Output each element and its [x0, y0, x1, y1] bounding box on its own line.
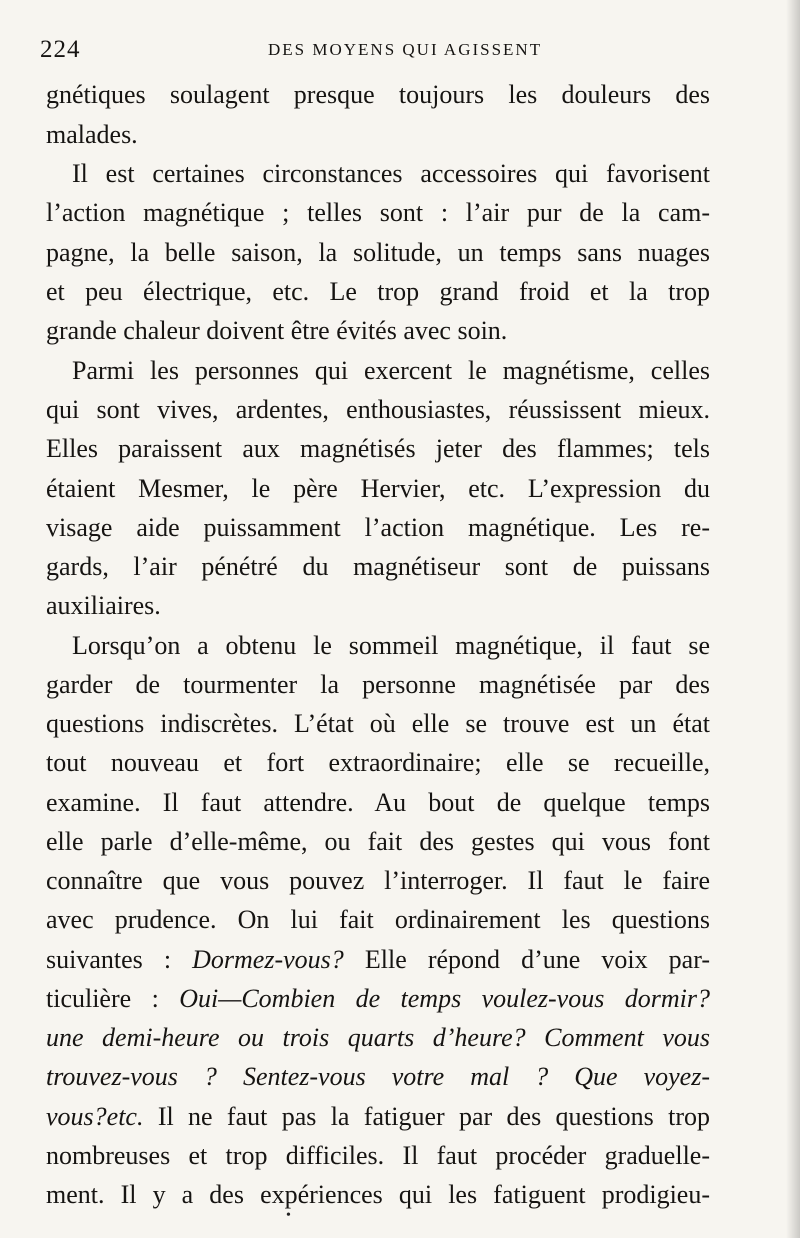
italic-dialogue: Oui—Combien de temps voulez-vous dormir? [179, 984, 710, 1013]
italic-line: une demi-heure ou trois quarts d’heure? Comment vous [46, 1023, 710, 1052]
text-line: avec prudence. On lui fait ordinairement les questions [46, 905, 710, 934]
text-span: Il ne faut pas la fatiguer par des questions trop [143, 1102, 710, 1131]
text-span: Elle répond d’une voix par- [343, 945, 710, 974]
page-edge-shadow [786, 0, 800, 1238]
text-line: pagne, la belle saison, la solitude, un temps sans nuages [46, 238, 710, 267]
text-line: malades. [46, 120, 138, 149]
text-line: visage aide puissamment l’action magnétique. Les re- [46, 513, 710, 542]
text-span: ticulière : [46, 984, 180, 1013]
italic-dialogue: vous?etc. [46, 1102, 144, 1131]
text-line: et peu électrique, etc. Le trop grand froid et la trop [46, 277, 710, 306]
page-header [40, 34, 740, 64]
italic-question: Dormez-vous? [192, 945, 344, 974]
text-line [46, 982, 710, 1016]
italic-line: trouvez-vous ? Sentez-vous votre mal ? Que voyez- [46, 1062, 710, 1091]
text-span: suivantes : [46, 945, 193, 974]
text-line: auxiliaires. [46, 591, 161, 620]
text-line: nombreuses et trop difficiles. Il faut procéder graduelle- [46, 1141, 710, 1170]
text-line: ment. Il y a des expériences qui les fatiguent prodigieu- [46, 1180, 710, 1209]
text-line: garder de tourmenter la personne magnétisée par des [46, 670, 710, 699]
text-line: Il est certaines circonstances accessoires qui favorisent [72, 159, 710, 188]
text-line: l’action magnétique ; telles sont : l’air pur de la cam- [46, 198, 710, 227]
text-line: Parmi les personnes qui exercent le magnétisme, celles [72, 356, 710, 385]
text-line: gnétiques soulagent presque toujours les douleurs des [46, 80, 710, 109]
text-line: connaître que vous pouvez l’interroger. Il faut le faire [46, 866, 710, 895]
text-line: qui sont vives, ardentes, enthousiastes, réussissent mieux. [46, 395, 710, 424]
text-line: tout nouveau et fort extraordinaire; elle se recueille, [46, 748, 710, 777]
text-line: elle parle d’elle-même, ou fait des gestes qui vous font [46, 827, 710, 856]
running-title: DES MOYENS QUI AGISSENT [268, 40, 543, 59]
text-line: questions indiscrètes. L’état où elle se trouve est un état [46, 709, 710, 738]
text-line: examine. Il faut attendre. Au bout de quelque temps [46, 788, 710, 817]
text-line: gards, l’air pénétré du magnétiseur sont de puissans [46, 552, 710, 581]
page-number: 224 [40, 36, 81, 63]
text-line: grande chaleur doivent être évités avec soin. [46, 316, 508, 345]
text-line: étaient Mesmer, le père Hervier, etc. L’expression du [46, 474, 710, 503]
text-line [46, 943, 710, 977]
text-line: Lorsqu’on a obtenu le sommeil magnétique, il faut se [72, 631, 710, 660]
footer-ornament: • [286, 1208, 291, 1223]
text-line [46, 1100, 710, 1134]
text-line: Elles paraissent aux magnétisés jeter des flammes; tels [46, 434, 710, 463]
